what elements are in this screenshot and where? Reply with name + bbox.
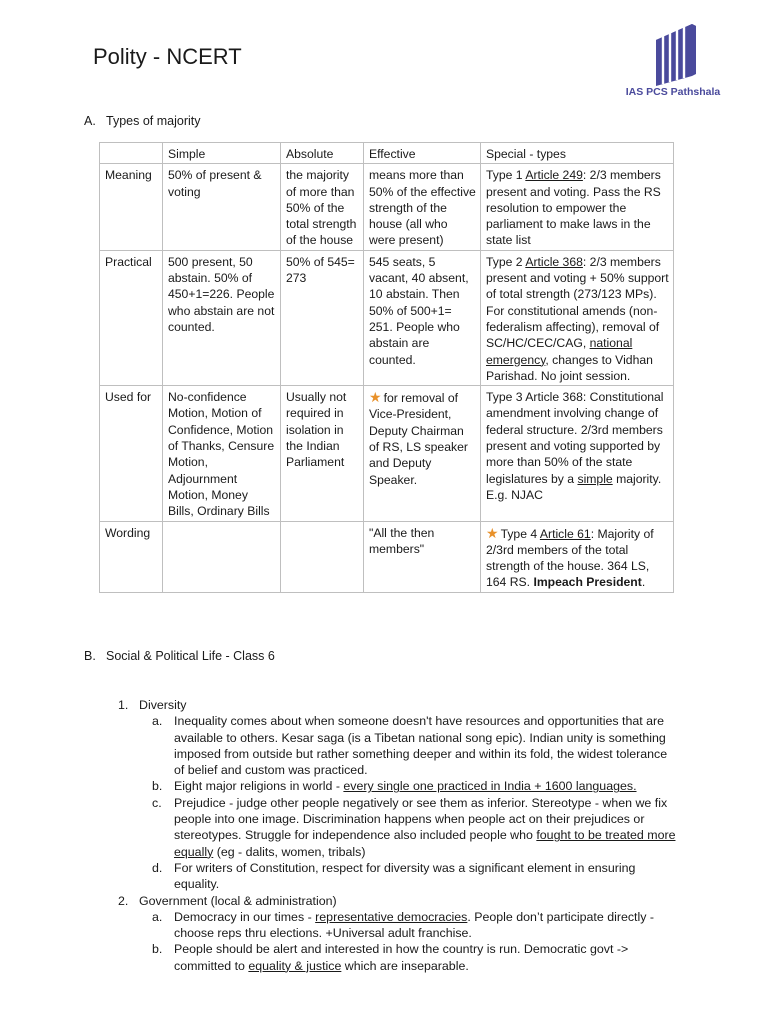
header-cell: Simple [163,143,281,164]
bold-term: Impeach President [533,575,642,590]
table-cell: means more than 50% of the effective strength of the house (all who were present) [364,164,481,250]
table-row [100,521,674,592]
header-cell: Absolute [281,143,364,164]
underlined-term: national emergency [486,336,633,367]
table-cell: 500 present, 50 abstain. 50% of 450+1=226. People who abstain are not counted. [163,250,281,385]
majority-table [99,142,674,593]
article-link: Article 61 [539,526,591,541]
article-link: Article 368 [525,254,583,269]
table-cell: the majority of more than 50% of the total strength of the house [281,164,364,250]
table-row [100,164,674,250]
star-icon: ★ [486,524,499,541]
underlined-term: fought to be treated more equally [174,828,676,859]
table-cell: 50% of present & voting [163,164,281,250]
underlined-term: every single one practiced in India + 1600 languages. [343,779,637,794]
row-label: Meaning [100,164,163,250]
table-cell: ★ Type 4 Article 61: Majority of 2/3rd members of the total strength of the house. 364 LS, 164 RS. Impeach President. [481,521,674,592]
list-item: b. Eight major religions in world - every single one practiced in India + 1600 languages. [152,779,637,794]
table-header-row [100,143,674,164]
logo-graphic-icon [618,10,728,88]
table-row [100,386,674,521]
header-cell: Effective [364,143,481,164]
page-title: Polity - NCERT [93,44,242,69]
section-title: Social & Political Life - Class 6 [106,649,275,663]
header-cell: Special - types [481,143,674,164]
underlined-term: simple [577,471,613,486]
article-link: Article 249 [525,168,583,183]
table-row [100,250,674,385]
section-marker: B. [84,649,96,663]
list-heading: 1. Diversity [118,698,187,712]
row-label: Practical [100,250,163,385]
star-icon: ★ [369,389,382,406]
section-title: Types of majority [106,114,201,128]
table-cell: ★ for removal of Vice-President, Deputy Chairman of RS, LS speaker and Deputy Speaker. [364,386,481,521]
table-cell: 50% of 545= 273 [281,250,364,385]
underlined-term: representative democracies [315,909,468,924]
list-item: d. For writers of Constitution, respect for diversity was a significant element in ensuring equality. [152,860,636,892]
table-cell [163,521,281,592]
table-cell [281,521,364,592]
table-cell: 545 seats, 5 vacant, 40 absent, 10 abstain. Then 50% of 500+1= 251. People who abstain are counted. [364,250,481,385]
list-item: c. Prejudice - judge other people negatively or see them as inferior. Stereotype - when we fix people into one image. Discrimination happens when people act on their prejudices or stereotypes. Struggle for independence also included people who fought to be treated more equally (eg - dalits, women, tribals) [152,795,676,859]
table-cell: Type 2 Article 368: 2/3 members present and voting + 50% support of total strength (273/123 MPs). For constitutional amends (non-federalism affecting), removal of SC/HC/CEC/CAG, national emergency, changes to Vidhan Parishad. No joint session. [481,250,674,385]
underlined-term: equality & justice [248,958,342,973]
table-cell: Type 3 Article 368: Constitutional amendment involving change of federal structure. 2/3rd members present and voting supported by more than 50% of the state legislatures by a simple majority. E.g. NJAC [481,386,674,521]
list-item: a. Democracy in our times - representative democracies. People don’t participate directly - choose reps thru elections. +Universal adult franchise. [152,909,655,941]
list-item: a. Inequality comes about when someone doesn't have resources and opportunities that are available to others. Kesar saga (is a Tibetan national song epic). Indian unity is something imposed from outside but rather something deeper and within its fold, the widest tolerance of belief and custom was practiced. [152,714,668,778]
table-cell: No-confidence Motion, Motion of Confidence, Motion of Thanks, Censure Motion, Adjournment Motion, Money Bills, Ordinary Bills [163,386,281,521]
header-cell [100,143,163,164]
section-marker: A. [84,114,96,128]
logo-text: IAS PCS Pathshala [625,86,721,98]
row-label: Used for [100,386,163,521]
logo [618,10,728,102]
table-cell: Type 1 Article 249: 2/3 members present and voting. Pass the RS resolution to empower the parliament to make laws in the state list [481,164,674,250]
table-cell: "All the then members" [364,521,481,592]
section-b-heading [84,649,275,663]
list-item: b. People should be alert and interested in how the country is run. Democratic govt -> committed to equality & justice which are inseparable. [152,942,629,973]
table-cell: Usually not required in isolation in the Indian Parliament [281,386,364,521]
list-heading: 2. Government (local & administration) [118,893,337,908]
section-a-heading [84,114,200,128]
notes-list [118,697,678,974]
row-label: Wording [100,521,163,592]
